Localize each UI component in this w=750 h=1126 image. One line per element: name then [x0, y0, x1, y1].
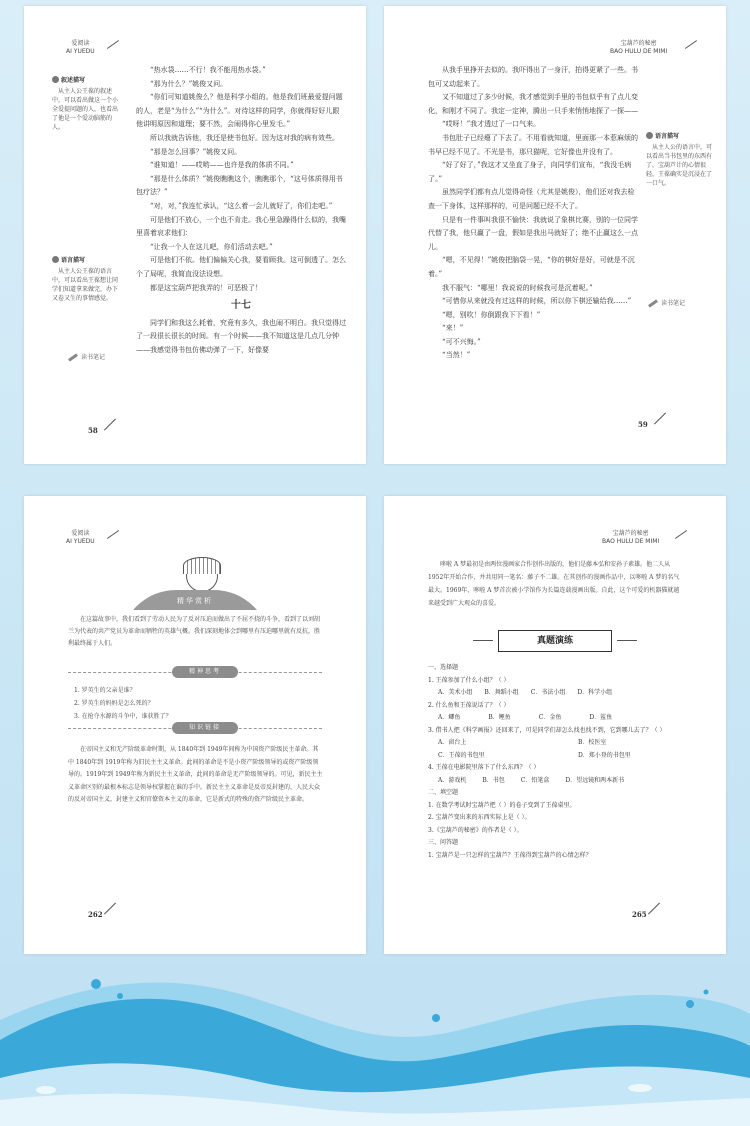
question-item: 2. 罗英生的妈妈是怎么死的？ — [74, 700, 154, 707]
analysis-text — [68, 610, 324, 650]
reading-note-label: 读书笔记 — [81, 354, 106, 361]
page-number — [88, 910, 103, 919]
paragraph: 虽然同学们都有点儿觉得奇怪（尤其是姚俊），他们还对我去检查一下身体，这样那样的，可是问题已经不大了。 — [428, 188, 635, 210]
paragraph: “对，对，”我连忙承认，“这么着一会儿就好了，你们走吧。” — [150, 201, 333, 210]
paragraph: 可是他们不依。他们偏偏关心我，要看顾我。这可倒透了。怎么个了局呢，我简直没法设想。 — [136, 256, 346, 278]
option: B．鲤鱼 — [488, 714, 511, 721]
paragraph: “可不兴悔。” — [442, 337, 481, 346]
exercise-title — [498, 630, 612, 652]
option: D．望远镜和两本新书 — [565, 776, 625, 784]
book-page-265 — [384, 496, 726, 954]
question: 3.《宝葫芦的秘密》的作者是（ ）。 — [428, 826, 523, 834]
option: D．科学小组 — [577, 689, 613, 696]
page-number-text: 265 — [632, 910, 647, 919]
intro-text — [428, 558, 684, 610]
paragraph: 我不服气：“哪里！我说说的时候我可是沉着呢。” — [442, 283, 593, 292]
reading-note — [68, 352, 105, 361]
paragraph: “当然！” — [442, 351, 471, 360]
page-number-text: 58 — [88, 426, 98, 435]
options — [428, 737, 688, 762]
option: B．校医室 — [578, 739, 607, 746]
section-pill-label: 知识链接 — [188, 724, 221, 731]
option: C．书法小组 — [530, 689, 566, 696]
paragraph: 从我手里挣开去似的。我吓得出了一身汗，拍得更紧了一些。书包可又动起来了。 — [428, 66, 638, 88]
section-heading: 一、选择题 — [428, 664, 459, 671]
header-cn: 爱阅读 — [71, 530, 90, 537]
analysis-paragraph: 在这篇故事中，我们看到了劳动人民为了反对压迫而做出了不屈不挠的斗争，看到了以刘胡兰为代表的共产党员为革命而牺牲的英雄气概。我们深刻地体会到哪里有压迫哪里就有反抗，胜利最终属于人们。 — [68, 616, 321, 647]
paragraph: “可惜你从来就没有过这样的时候，所以你下棋还输给我……” — [442, 297, 632, 306]
page-body — [428, 64, 638, 363]
side-note-1 — [52, 76, 120, 132]
page-header — [66, 530, 95, 546]
page-number-text: 262 — [88, 910, 103, 919]
header-cn: 宝葫芦的秘密 — [620, 40, 657, 47]
knowledge-text — [68, 744, 324, 807]
reading-note — [648, 298, 685, 307]
section-pill-label: 精神思考 — [188, 668, 221, 675]
header-cn: 宝葫芦的秘密 — [612, 530, 649, 537]
paragraph: 都是这宝葫芦把我弄的！可恶极了！ — [150, 283, 262, 292]
side-note-tag: 语言描写 — [52, 256, 120, 265]
page-number-text: 59 — [638, 420, 648, 429]
pen-icon — [648, 299, 658, 307]
page-header — [66, 40, 95, 56]
wave-decoration — [0, 960, 750, 1126]
paragraph: 可是他们不放心，一个也不肯走。我心里急躁得什么似的，我嘴里喜着哀求他们： — [136, 215, 346, 238]
exercise-title-text: 真题演练 — [536, 636, 573, 646]
chapter-heading: 十七 — [231, 300, 251, 312]
paragraph: “嗯，不见得！”姚俊把脑袋一晃，“你的棋好是好，可就是不沉着。” — [428, 256, 635, 278]
header-cn: 爱阅读 — [71, 40, 90, 47]
side-note-tag: 语言描写 — [646, 132, 712, 141]
section-pill-knowledge — [172, 722, 238, 734]
paragraph: “哎呀！”我才透过了一口气来。 — [442, 120, 541, 129]
question: 4. 王葆在电影院里落下了什么东西？（ ） — [428, 764, 540, 771]
question-item: 1. 罗英生的父亲是谁？ — [74, 687, 136, 694]
pen-icon — [68, 353, 78, 361]
paragraph: “来！” — [442, 324, 464, 333]
question-item: 3. 在抢夺水源的斗争中，谁获胜了？ — [74, 713, 172, 720]
paragraph: 所以我就告诉他，我还是使书包好。因为这对我的病有效些。 — [150, 133, 339, 142]
paragraph: 又不知道过了多少时候，我才感觉到手里的书包似乎有了点儿变化，和刚才不同了。我定一定神，腾出一只手来悄悄地探了一探—— — [428, 93, 638, 115]
page-body — [136, 64, 346, 357]
paragraph: “那是怎么回事？”姚俊又问。 — [150, 147, 242, 156]
option: C．王葆的书包里 — [438, 751, 485, 759]
paragraph: “你们可知道姚俊么？他是科学小组的。他是我们班最爱提问题的人，老是“为什么”“为什么”。对待这样的同学，你就得好好儿跟他讲明原因和道理；要不然，会闹得你心里发毛。” — [136, 93, 343, 129]
option: D．郑小登的书包里 — [578, 751, 631, 759]
side-note-2 — [52, 256, 120, 303]
option: D．鲨鱼 — [589, 714, 613, 721]
paragraph: “好了好了，”我这才又坐直了身子，向同学们宣布，“我没毛病了。” — [428, 161, 632, 183]
question-list — [74, 684, 324, 723]
paragraph: “让我一个人在这儿吧，你们活动去吧。” — [150, 242, 273, 251]
section-heading: 二、填空题 — [428, 789, 459, 796]
option: A．鲫鱼 — [438, 714, 461, 721]
book-page-59 — [384, 6, 726, 464]
option: B．书包 — [482, 776, 505, 784]
knowledge-paragraph: 在帝国主义和无产阶级革命时期，从 1840年到 1949年间称为中国资产阶级民主革命。其中 1840年到 1919年称为旧民主主义革命。此间的革命是不是小资产阶级领导的或资产阶级领导的。1919年到 1949年称为新民主主义革命，此间的革命是无产阶级领导的。可见，新民主主义革命区别的最根本标志是领导权掌握在谁的手中。新民主主义革命是反帝反封建的，人民大众的反对帝国主义，封建主义和官僚资本主义的革命，它是新式的特殊的资产阶级民主革命。 — [68, 746, 323, 803]
option: B．舞蹈小组 — [484, 689, 519, 696]
question: 1. 宝葫芦是一只怎样的宝葫芦？王葆得到宝葫芦的心情怎样？ — [428, 851, 592, 859]
paragraph: 书包肚子已经瘪了下去了。不用看就知道，里面那一本惹麻烦的书早已经不见了。不光是书，那只猫呢，它好像也并没有了。 — [428, 133, 638, 156]
section-heading: 三、问答题 — [428, 839, 459, 846]
page-number — [632, 910, 647, 919]
header-en: AI YUEDU — [66, 538, 95, 545]
header-en: BAO HULU DE MIMI — [610, 48, 668, 55]
section-banner-label: 精华赏析 — [177, 597, 213, 605]
option: A．游戏机 — [438, 776, 467, 784]
side-note-text: 从主人公王葆的叙述中，可以看出做这一个小全爱提问题的人，也看出了他是一个爱动脑筋的人。 — [52, 88, 119, 131]
book-page-262 — [24, 496, 366, 954]
header-en: AI YUEDU — [66, 48, 95, 55]
page-number — [638, 420, 648, 429]
page-header — [602, 530, 659, 546]
paragraph: “谁知道！——哎哟——也许是我的体质不同。” — [150, 161, 294, 170]
side-note-1 — [646, 132, 712, 188]
section-pill-thinking — [172, 666, 238, 678]
side-note-text: 从主人公王葆的语言中，可以看出王葆想让同学们知道拿来做完，办下又卷又生的事情感觉。 — [52, 268, 119, 302]
book-page-58 — [24, 6, 366, 464]
paragraph: “嗯，别吹！你倒跟我下下看！” — [442, 310, 541, 319]
options — [428, 687, 688, 700]
question: 2. 宝葫芦变出来的东西实际上是（ ）。 — [428, 814, 531, 821]
options — [428, 775, 688, 788]
question: 1. 王葆参加了什么小组？（ ） — [428, 676, 510, 684]
intro-paragraph: 哆啦 A 梦最初是由两位漫画家合作创作出版的，他们是藤本弘和安孙子素雄。他二人从 1952年开始合作，并共用同一笔名：藤子不二雄。在其创作的漫画作品中，以哆啦 A 梦的名气最大。1969年，哆啦 A 梦首次被小学馆作为长篇连载漫画出版。自此，这个可爱的机器猫就越来越受到广大观众的喜爱。 — [428, 561, 680, 607]
option: A．美术小组 — [438, 689, 473, 696]
page-number — [88, 426, 98, 435]
question: 2. 什么鱼和王葆说话了？（ ） — [428, 701, 510, 709]
options — [428, 712, 688, 725]
option: A．窗台上 — [438, 739, 467, 746]
paragraph: “热水袋……不行！我不能用热水袋。” — [150, 66, 266, 74]
side-note-text: 从主人公的语言中，可以看出当书包里的东西有了，宝葫芦计的心情很轻，王葆确实是沉浸在了一口气。 — [646, 144, 713, 187]
paragraph: “那为什么？”姚俊又问。 — [150, 79, 228, 88]
paragraph: 同学们和我这么耗着，究竟有多久，我也闹不明白。我只觉得过了一段很长很长的时间。有一个时候——我不知道这是几点几分钟——我感觉得书包仿佛动弹了一下，好像要 — [136, 318, 346, 354]
page-header — [610, 40, 667, 56]
paragraph: 只是有一件事叫我很不愉快：我就说了象棋比赛，别的一位同学代替了我，他只赢了一盘，假如是我出马就好了；绝不止赢这么一点儿。 — [428, 215, 638, 251]
paragraph: “那是什么体质？”姚俊瞧瞧这个，瞧瞧那个，“这号体质得用书包疗法？” — [136, 174, 343, 197]
side-note-tag: 叙述描写 — [52, 76, 120, 85]
exercise-body — [428, 662, 688, 862]
option: C．铅笔盒 — [520, 776, 550, 784]
question: 1. 在数学考试时宝葫芦把（ ）的卷子变到了王葆桌里。 — [428, 801, 576, 809]
question: 3. 借书人把《科学画报》还回来了，可是同学们却怎么找也找不到，它到哪儿去了？（ ） — [428, 726, 666, 734]
header-en: BAO HULU DE MIMI — [602, 538, 660, 545]
reading-note-label: 读书笔记 — [661, 300, 686, 307]
option: C．金鱼 — [538, 714, 562, 721]
